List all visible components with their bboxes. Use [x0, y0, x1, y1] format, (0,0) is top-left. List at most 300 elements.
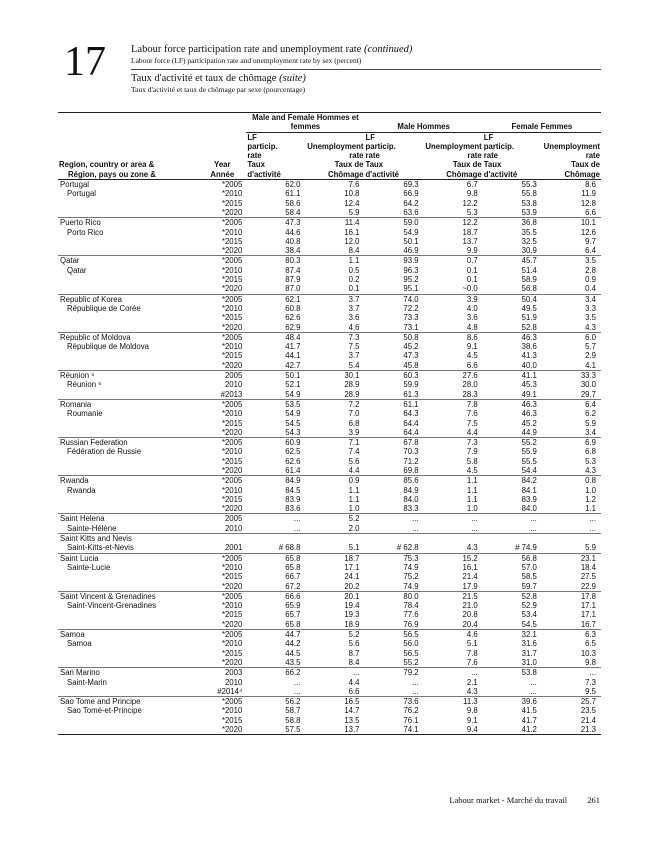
country-name — [58, 323, 198, 333]
value-cell: 3.7 — [348, 351, 360, 361]
table-row — [58, 601, 601, 610]
value-cell: 7.6 — [305, 180, 364, 190]
lf-header-line: d'activité — [483, 169, 518, 179]
country-name — [58, 610, 198, 619]
value-cell: ... — [530, 677, 537, 687]
value-cell: 21.0 — [462, 601, 478, 611]
value-cell: # 62.8 — [396, 543, 419, 553]
value-cell: 25.7 — [542, 697, 601, 707]
value-cell: 18.4 — [580, 562, 596, 572]
country-name — [58, 351, 198, 360]
value-cell: 14.7 — [344, 706, 360, 716]
value-cell: 19.3 — [344, 610, 360, 620]
year-cell: *2005 — [198, 630, 246, 640]
value-cell: 12.4 — [344, 198, 360, 208]
value-cell: 71.2 — [403, 456, 419, 466]
value-cell: 75.3 — [365, 553, 424, 563]
table-row — [58, 553, 601, 563]
lf-header-line: LF — [365, 132, 376, 142]
value-cell: 4.3 — [466, 686, 478, 696]
value-cell: 51.9 — [521, 313, 537, 323]
country-name — [58, 428, 198, 438]
year-cell: *2015 — [221, 236, 243, 246]
table-row — [58, 390, 601, 400]
table-row — [58, 284, 601, 294]
value-cell: 61.1 — [285, 189, 301, 199]
year-cell: *2015 — [221, 418, 243, 428]
value-cell: 4.3 — [585, 465, 596, 475]
table-row — [58, 620, 601, 630]
value-cell: 7.8 — [424, 399, 483, 409]
table-row — [58, 649, 601, 658]
value-cell: 76.9 — [403, 619, 419, 629]
value-cell: ... — [471, 523, 478, 533]
year-cell: *2020 — [221, 284, 243, 294]
value-cell: 3.5 — [585, 313, 596, 323]
unemployment-header-line: Taux de — [452, 160, 482, 170]
value-cell: 31.6 — [521, 639, 537, 649]
unemployment-header-line: rate — [585, 151, 600, 161]
value-cell: 4.6 — [348, 322, 360, 332]
table-row — [58, 399, 601, 409]
value-cell: 5.9 — [585, 543, 596, 553]
value-cell — [483, 534, 542, 544]
value-cell: ... — [542, 668, 601, 678]
country-name — [58, 504, 198, 514]
value-cell: 52.9 — [521, 601, 537, 611]
country-name-french: Sao Tomé-et-Principe — [67, 706, 142, 716]
value-cell: 93.9 — [365, 256, 424, 266]
value-cell: 64.4 — [403, 418, 419, 428]
value-cell: 77.6 — [403, 610, 419, 620]
table-row — [58, 237, 601, 246]
subtitle-french: Taux d'activité et taux de chômage par sexe (pourcentage) — [131, 85, 306, 94]
value-cell: 7.5 — [466, 418, 478, 428]
value-cell: 5.9 — [348, 207, 360, 217]
value-cell: 46.3 — [521, 409, 537, 419]
table-row — [58, 371, 601, 381]
lf-header-line: LF — [483, 132, 494, 142]
value-cell: 1.1 — [305, 256, 364, 266]
header-spacer — [425, 133, 482, 142]
value-cell: 55.8 — [521, 189, 537, 199]
value-cell: 32.1 — [483, 630, 542, 640]
value-cell: ... — [293, 523, 301, 533]
value-cell: 62.5 — [285, 447, 301, 457]
value-cell: 1.1 — [466, 494, 478, 504]
value-cell: 83.9 — [285, 494, 301, 504]
value-cell: ... — [365, 514, 424, 524]
value-cell: 40.8 — [285, 236, 301, 246]
value-cell: 60.9 — [246, 438, 305, 448]
value-cell — [542, 534, 601, 544]
value-cell: 21.5 — [424, 591, 483, 601]
table-row — [58, 447, 601, 456]
table-row — [58, 697, 601, 707]
value-cell: 19.4 — [344, 601, 360, 611]
value-cell: 6.9 — [542, 438, 601, 448]
value-cell: 11.4 — [305, 218, 364, 228]
value-cell: 9.5 — [585, 686, 596, 696]
value-cell: 12.6 — [580, 227, 596, 237]
value-cell: 16.5 — [305, 697, 364, 707]
value-cell: 44.1 — [285, 351, 301, 361]
year-cell: 2005 — [198, 514, 246, 524]
value-cell: 22.9 — [580, 581, 596, 591]
year-cell: *2015 — [221, 351, 243, 361]
value-cell: 20.1 — [305, 591, 364, 601]
value-cell: 41.2 — [483, 725, 542, 735]
value-cell: 50.8 — [365, 332, 424, 342]
table-row — [58, 351, 601, 360]
value-cell: 62.1 — [246, 294, 305, 304]
lf-header-line: rate — [483, 151, 499, 161]
group-header-both — [246, 113, 364, 133]
value-cell: 6.8 — [348, 418, 360, 428]
year-cell: *2010 — [221, 342, 243, 352]
value-cell: 84.5 — [285, 485, 301, 495]
country-name — [58, 572, 198, 581]
value-cell: 5.6 — [348, 456, 360, 466]
year-cell: *2005 — [198, 218, 246, 228]
country-name-french: Qatar — [67, 265, 87, 275]
table-row — [58, 438, 601, 448]
value-cell: 5.2 — [305, 630, 364, 640]
region-column-header — [58, 132, 198, 179]
value-cell: 6.0 — [542, 332, 601, 342]
header-spacer — [543, 133, 600, 142]
country-name — [58, 390, 198, 400]
value-cell: 1.1 — [348, 494, 360, 504]
value-cell: 76.2 — [403, 706, 419, 716]
value-cell: 8.4 — [348, 657, 360, 667]
value-cell: 70.3 — [403, 447, 419, 457]
table-row — [58, 668, 601, 678]
value-cell: 20.8 — [462, 610, 478, 620]
value-cell: 54.9 — [285, 409, 301, 419]
value-cell: 36.8 — [483, 218, 542, 228]
value-cell: 46.3 — [483, 399, 542, 409]
unemployment-header-line: Unemployment — [543, 141, 600, 151]
value-cell: 0.1 — [348, 284, 360, 294]
subtitle-english: Labour force (LF) participation rate and unemployment rate by sex (percent) — [131, 56, 362, 65]
value-cell: 6.3 — [542, 630, 601, 640]
value-cell: 0.2 — [348, 275, 360, 285]
value-cell: 74.9 — [403, 562, 419, 572]
value-cell: 65.9 — [285, 601, 301, 611]
value-cell: 54.4 — [521, 465, 537, 475]
country-name: Puerto Rico — [58, 218, 198, 228]
value-cell: 61.3 — [403, 389, 419, 399]
value-cell: 3.7 — [348, 303, 360, 313]
title-english — [131, 44, 601, 56]
country-name — [58, 237, 198, 246]
value-cell: 61.1 — [365, 399, 424, 409]
value-cell: 4.8 — [466, 322, 478, 332]
unemployment-rate-column-header — [305, 132, 364, 179]
value-cell: 67.8 — [365, 438, 424, 448]
year-cell: *2020 — [221, 246, 243, 256]
table-row — [58, 572, 601, 581]
country-name — [58, 658, 198, 668]
value-cell: 6.4 — [542, 399, 601, 409]
country-name — [58, 361, 198, 371]
value-cell: 17.1 — [580, 610, 596, 620]
value-cell: 53.5 — [246, 399, 305, 409]
value-cell: 50.4 — [483, 294, 542, 304]
year-cell: *2015 — [221, 648, 243, 658]
value-cell: 9.8 — [585, 657, 596, 667]
value-cell: 54.9 — [403, 227, 419, 237]
value-cell: 13.5 — [344, 715, 360, 725]
value-cell: 1.0 — [466, 504, 478, 514]
year-cell: *2010 — [221, 409, 243, 419]
value-cell: 80.0 — [365, 591, 424, 601]
table-row — [58, 275, 601, 284]
value-cell: 10.8 — [344, 189, 360, 199]
year-cell: 2010 — [224, 380, 243, 390]
value-cell: 83.3 — [403, 504, 419, 514]
value-cell: 84.9 — [403, 485, 419, 495]
country-name — [58, 457, 198, 466]
table-header — [58, 113, 601, 180]
value-cell: 3.4 — [585, 427, 596, 437]
country-name: Qatar — [58, 256, 198, 266]
value-cell: 95.1 — [403, 284, 419, 294]
country-name: Republic of Moldova — [58, 332, 198, 342]
value-cell: 3.6 — [348, 313, 360, 323]
value-cell: 11.3 — [424, 697, 483, 707]
page-footer — [420, 795, 600, 805]
value-cell: 38.4 — [285, 246, 301, 256]
value-cell: ... — [483, 514, 542, 524]
value-cell: 74.1 — [365, 725, 424, 735]
value-cell: 83.6 — [285, 504, 301, 514]
country-name: Romania — [58, 399, 198, 409]
value-cell: 55.5 — [521, 456, 537, 466]
country-name: Saint Kitts and Nevis — [58, 534, 198, 544]
value-cell: 2.9 — [585, 351, 596, 361]
country-name — [58, 725, 198, 735]
value-cell: 6.2 — [585, 409, 596, 419]
unemployment-header-line: Unemployment — [307, 141, 364, 151]
unemployment-header-line: rate — [467, 151, 482, 161]
value-cell: 55.2 — [483, 438, 542, 448]
table-row — [58, 563, 601, 572]
value-cell: 84.9 — [246, 476, 305, 486]
value-cell: 7.6 — [466, 657, 478, 667]
table-row — [58, 543, 601, 553]
country-name — [58, 495, 198, 504]
value-cell: 6.7 — [424, 180, 483, 190]
page-number: 261 — [587, 795, 600, 805]
value-cell: 74.9 — [403, 581, 419, 591]
value-cell: 6.4 — [585, 246, 596, 256]
country-name-french: Sainte-Hélène — [67, 523, 117, 533]
value-cell: 7.0 — [348, 409, 360, 419]
value-cell: 41.3 — [521, 351, 537, 361]
table-row — [58, 476, 601, 486]
value-cell: 4.3 — [466, 543, 478, 553]
year-header-fr: Année — [210, 169, 235, 179]
value-cell: 12.0 — [344, 236, 360, 246]
value-cell: 54.3 — [285, 427, 301, 437]
table-titles — [131, 44, 601, 94]
value-cell: 43.5 — [285, 657, 301, 667]
value-cell: 6.6 — [466, 360, 478, 370]
country-name: Rwanda — [58, 476, 198, 486]
country-name — [58, 687, 198, 697]
group-header-female — [483, 113, 601, 133]
year-cell: *2010 — [221, 485, 243, 495]
table-row — [58, 419, 601, 428]
value-cell: 56.5 — [403, 648, 419, 658]
table-body — [58, 180, 601, 735]
value-cell: 0.8 — [542, 476, 601, 486]
year-cell: 2010 — [224, 523, 243, 533]
value-cell: 64.3 — [403, 409, 419, 419]
country-name-french: Saint-Kitts-et-Nevis — [67, 543, 134, 553]
country-name: Saint Helena — [58, 514, 198, 524]
value-cell: 58.5 — [521, 572, 537, 582]
value-cell: 87.9 — [285, 275, 301, 285]
value-cell: 5.1 — [466, 639, 478, 649]
year-cell: *2020 — [221, 427, 243, 437]
value-cell: 62.6 — [285, 456, 301, 466]
value-cell: 31.7 — [521, 648, 537, 658]
value-cell: 53.8 — [483, 668, 542, 678]
value-cell: # 74.9 — [515, 543, 537, 553]
value-cell: 78.4 — [403, 601, 419, 611]
value-cell: 69.3 — [365, 180, 424, 190]
country-name: Saint Vincent & Grenadines — [58, 591, 198, 601]
table-row — [58, 687, 601, 697]
lf-header-line: Taux — [483, 160, 502, 170]
table-row — [58, 294, 601, 304]
value-cell: 39.6 — [483, 697, 542, 707]
value-cell: 5.6 — [348, 639, 360, 649]
value-cell: 8.6 — [424, 332, 483, 342]
value-cell: 6.8 — [585, 447, 596, 457]
value-cell: ... — [412, 677, 419, 687]
table-row — [58, 323, 601, 333]
value-cell: 5.1 — [348, 543, 360, 553]
value-cell: 3.5 — [542, 256, 601, 266]
country-name — [58, 716, 198, 725]
year-cell: *2010 — [221, 706, 243, 716]
country-name-french: Réunion ⁶ — [67, 380, 102, 390]
title-french-suffix: (suite) — [279, 73, 306, 84]
value-cell: 55.3 — [483, 180, 542, 190]
year-cell: *2010 — [221, 303, 243, 313]
value-cell: 4.4 — [466, 427, 478, 437]
value-cell — [365, 534, 424, 544]
country-name-french: Roumanie — [67, 409, 103, 419]
value-cell: 3.6 — [466, 313, 478, 323]
unemployment-header-line: Taux de — [334, 160, 364, 170]
value-cell: 30.9 — [521, 246, 537, 256]
unemployment-rate-column-header — [542, 132, 601, 179]
value-cell: 27.5 — [580, 572, 596, 582]
value-cell: 29.7 — [580, 389, 596, 399]
table-row — [58, 582, 601, 592]
country-name-french: Rwanda — [67, 485, 96, 495]
table-row — [58, 313, 601, 322]
year-cell: *2020 — [221, 360, 243, 370]
table-row — [58, 180, 601, 190]
group-male-fr: Hommes — [416, 122, 450, 132]
value-cell: 12.2 — [462, 198, 478, 208]
value-cell: ... — [589, 523, 596, 533]
lf-header-line: Taux — [247, 160, 265, 170]
group-both-fr: Hommes et femmes — [290, 113, 359, 132]
year-cell: *2010 — [221, 189, 243, 199]
value-cell: 59.9 — [403, 380, 419, 390]
value-cell: 52.8 — [483, 591, 542, 601]
year-cell: *2015 — [221, 494, 243, 504]
value-cell: 16.7 — [580, 619, 596, 629]
country-name: Réunion ⁶ — [58, 371, 198, 381]
value-cell: 55.9 — [521, 447, 537, 457]
region-header-fr: Région, pays ou zone & — [68, 169, 156, 179]
table-row — [58, 504, 601, 514]
value-cell: 3.9 — [348, 427, 360, 437]
country-name: Portugal — [58, 180, 198, 190]
unemployment-header-line: Chômage — [446, 169, 482, 179]
value-cell: 58.6 — [285, 198, 301, 208]
value-cell: 2.0 — [348, 523, 360, 533]
value-cell: 8.7 — [348, 648, 360, 658]
lf-header-line: Taux — [365, 160, 384, 170]
value-cell: 63.6 — [403, 207, 419, 217]
value-cell: 76.1 — [403, 715, 419, 725]
value-cell: ... — [424, 514, 483, 524]
value-cell: 0.9 — [305, 476, 364, 486]
value-cell: 6.6 — [348, 686, 360, 696]
value-cell: 73.1 — [403, 322, 419, 332]
table-row — [58, 486, 601, 495]
value-cell: 17.1 — [580, 601, 596, 611]
value-cell: 53.4 — [521, 610, 537, 620]
value-cell: 1.1 — [585, 504, 596, 514]
year-cell: *2015 — [221, 313, 243, 323]
year-cell: 2003 — [198, 668, 246, 678]
value-cell: 1.2 — [585, 494, 596, 504]
value-cell: 18.9 — [344, 619, 360, 629]
table-row — [58, 332, 601, 342]
year-cell: *2005 — [198, 332, 246, 342]
unemployment-header-line: Unemployment — [425, 141, 482, 151]
value-cell: 7.9 — [466, 447, 478, 457]
value-cell: 73.3 — [403, 313, 419, 323]
table-row — [58, 610, 601, 619]
year-cell: *2005 — [198, 256, 246, 266]
country-name — [58, 582, 198, 592]
value-cell: 4.3 — [585, 322, 596, 332]
value-cell: 54.5 — [285, 418, 301, 428]
value-cell: 6.5 — [585, 639, 596, 649]
year-cell: *2010 — [221, 601, 243, 611]
value-cell: 9.8 — [466, 189, 478, 199]
value-cell: 9.7 — [585, 236, 596, 246]
value-cell: 56.5 — [365, 630, 424, 640]
value-cell: 13.7 — [462, 236, 478, 246]
table-row — [58, 524, 601, 534]
value-cell: 45.7 — [483, 256, 542, 266]
lf-header-line: rate — [247, 151, 262, 161]
value-cell: 0.1 — [466, 275, 478, 285]
value-cell: 32.5 — [521, 236, 537, 246]
